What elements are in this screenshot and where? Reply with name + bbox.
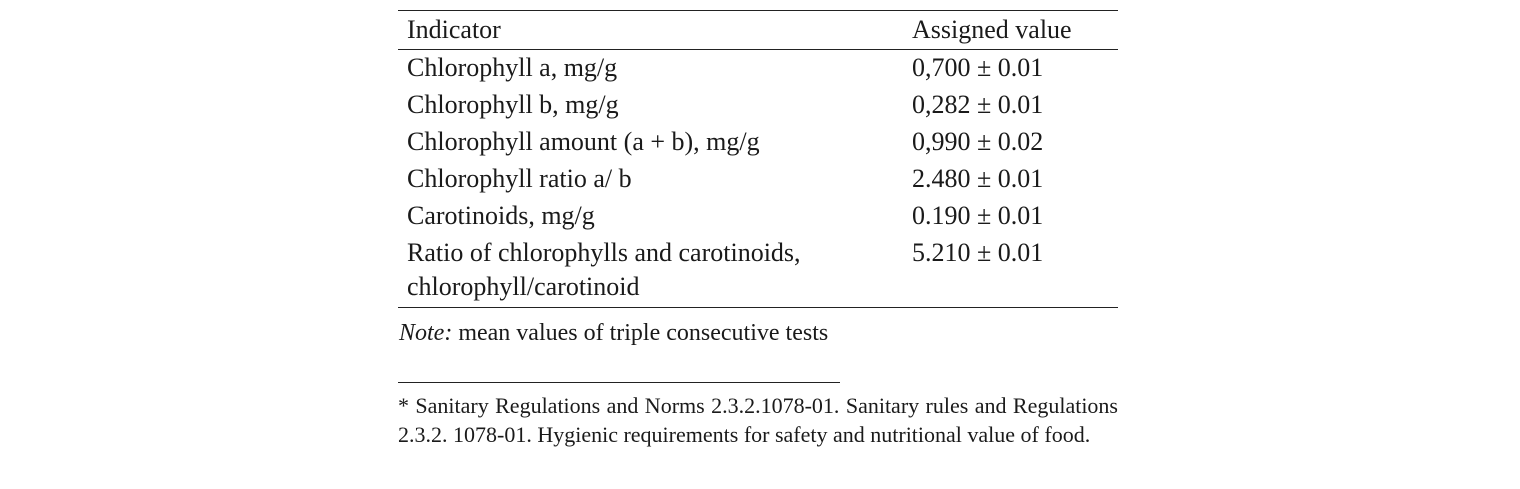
table-row [398, 87, 1118, 124]
value-cell: 2.480 ± 0.01 [912, 164, 1044, 193]
table-row [398, 124, 1118, 161]
header-row [398, 11, 1118, 50]
value-cell: 0,990 ± 0.02 [912, 127, 1044, 156]
table-header [398, 11, 1118, 50]
document-body [398, 10, 1118, 449]
table-row [398, 235, 1118, 308]
indicator-cell: Chlorophyll b, mg/g [407, 90, 619, 119]
indicator-cell: Chlorophyll a, mg/g [407, 53, 618, 82]
value-cell: 0.190 ± 0.01 [912, 201, 1044, 230]
value-cell: 0,700 ± 0.01 [912, 53, 1044, 82]
table-note [398, 318, 1118, 348]
indicator-cell: Carotinoids, mg/g [407, 201, 595, 230]
value-cell: 5.210 ± 0.01 [903, 235, 1118, 308]
table-row [398, 161, 1118, 198]
footnote: * Sanitary Regulations and Norms 2.3.2.1078-01. Sanitary rules and Regulations 2.3.2. 1078-01. Hygienic requirements for safety and nutritional value of food. [398, 393, 1118, 447]
note-text: mean values of triple consecutive tests [452, 320, 829, 346]
data-table [398, 10, 1118, 308]
table-row [398, 50, 1118, 88]
footnote-divider [398, 382, 840, 383]
note-label: Note: [399, 320, 453, 346]
indicator-cell: Chlorophyll ratio a/ b [407, 164, 632, 193]
table-body [398, 50, 1118, 308]
indicator-cell: Chlorophyll amount (a + b), mg/g [407, 127, 760, 156]
header-indicator: Indicator [398, 11, 903, 50]
header-assigned-value: Assigned value [903, 11, 1118, 50]
indicator-cell: Ratio of chlorophylls and carotinoids, chlorophyll/carotinoid [398, 235, 903, 308]
value-cell: 0,282 ± 0.01 [912, 90, 1044, 119]
table-row [398, 198, 1118, 235]
